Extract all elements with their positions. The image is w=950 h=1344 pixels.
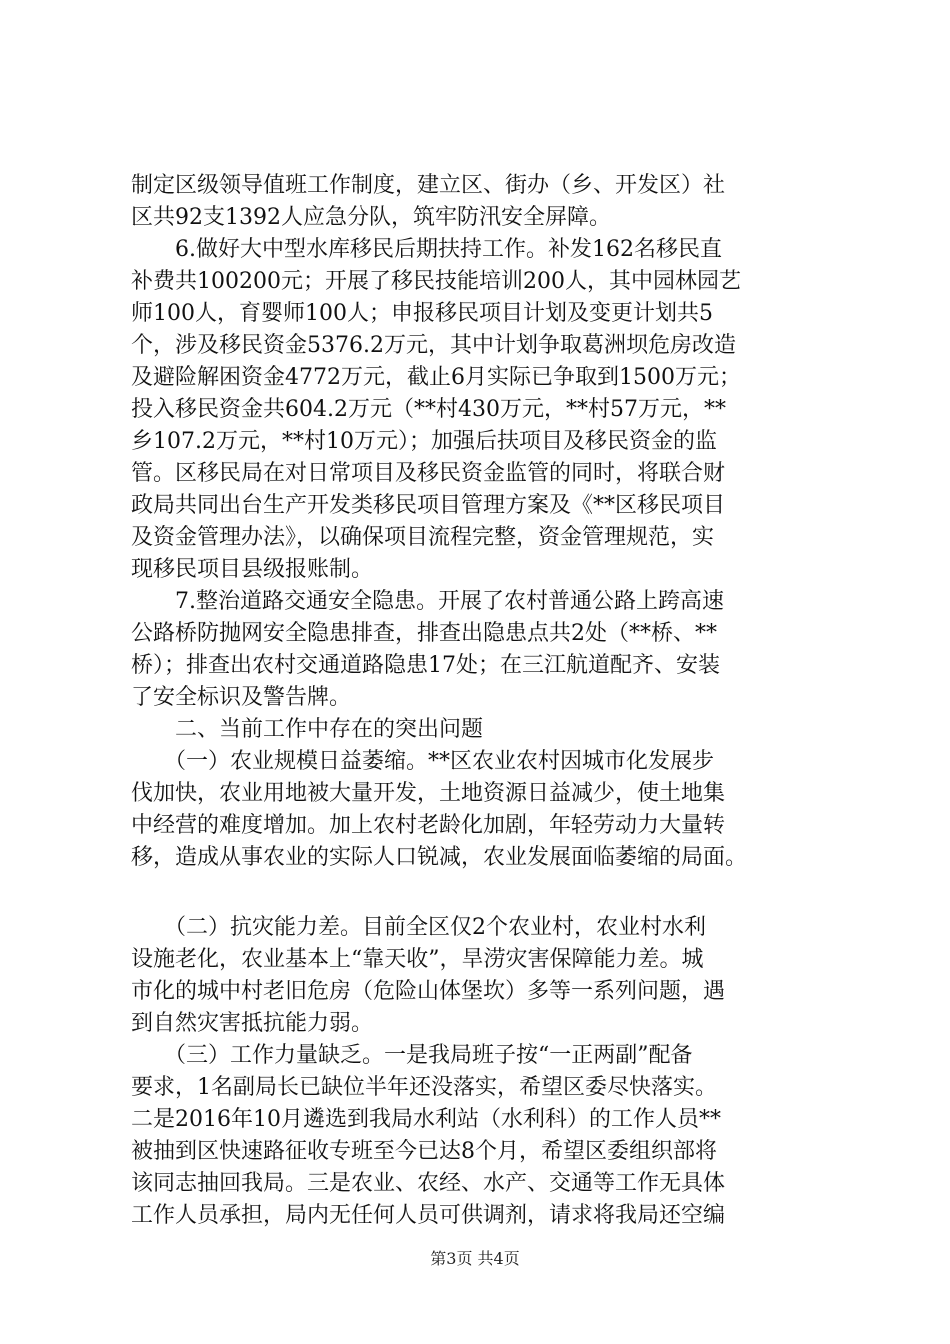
text-line: 被抽到区快速路征收专班至今已达8个月，希望区委组织部将 xyxy=(131,1139,717,1164)
text-line: 补费共100200元；开展了移民技能培训200人，其中园林园艺 xyxy=(131,269,741,294)
text-line: 管。区移民局在对日常项目及移民资金监管的同时，将联合财 xyxy=(131,461,726,486)
text-line: 师100人，育婴师100人；申报移民项目计划及变更计划共5 xyxy=(131,301,713,326)
section-heading: 二、当前工作中存在的突出问题 xyxy=(131,717,484,742)
text-line: 制定区级领导值班工作制度，建立区、街办（乡、开发区）社 xyxy=(131,173,726,198)
text-line: 移，造成从事农业的实际人口锐减，农业发展面临萎缩的局面。 xyxy=(131,845,748,870)
text-line: 区共92支1392人应急分队，筑牢防汛安全屏障。 xyxy=(131,205,611,230)
text-line: 了安全标识及警告牌。 xyxy=(131,685,352,710)
text-line: （二）抗灾能力差。目前全区仅2个农业村，农业村水利 xyxy=(131,915,706,940)
text-line: 要求，1名副局长已缺位半年还没落实，希望区委尽快落实。 xyxy=(131,1075,717,1100)
text-line: （一）农业规模日益萎缩。**区农业农村因城市化发展步 xyxy=(131,749,715,774)
text-line: 市化的城中村老旧危房（危险山体堡坎）多等一系列问题，遇 xyxy=(131,979,726,1004)
document-body xyxy=(131,170,831,1232)
text-line: 伐加快，农业用地被大量开发，土地资源日益减少，使土地集 xyxy=(131,781,726,806)
text-line: 工作人员承担，局内无任何人员可供调剂，请求将我局还空编 xyxy=(131,1203,726,1228)
text-line: 投入移民资金共604.2万元（**村430万元，**村57万元，** xyxy=(131,397,726,422)
text-line: 6.做好大中型水库移民后期扶持工作。补发162名移民直 xyxy=(131,237,722,262)
text-line: 桥）；排查出农村交通道路隐患17处；在三江航道配齐、安装 xyxy=(131,653,720,678)
text-line: 及避险解困资金4772万元，截止6月实际已争取到1500万元； xyxy=(131,365,741,390)
text-line: 乡107.2万元，**村10万元）；加强后扶项目及移民资金的监 xyxy=(131,429,717,454)
text-line: 公路桥防抛网安全隐患排查，排查出隐患点共2处（**桥、** xyxy=(131,621,717,646)
text-line: 现移民项目县级报账制。 xyxy=(131,557,374,582)
text-line: 政局共同出台生产开发类移民项目管理方案及《**区移民项目 xyxy=(131,493,726,518)
text-line: 及资金管理办法》，以确保项目流程完整，资金管理规范，实 xyxy=(131,525,715,550)
text-line: 到自然灾害抵抗能力弱。 xyxy=(131,1011,374,1036)
page-number-footer: 第3页 共4页 xyxy=(430,1249,520,1268)
text-line: 设施老化，农业基本上“靠天收”，旱涝灾害保障能力差。城 xyxy=(131,947,704,972)
text-line: 中经营的难度增加。加上农村老龄化加剧，年轻劳动力大量转 xyxy=(131,813,726,838)
text-line: 7.整治道路交通安全隐患。开展了农村普通公路上跨高速 xyxy=(131,589,724,614)
text-line: 二是2016年10月遴选到我局水利站（水利科）的工作人员** xyxy=(131,1107,721,1132)
paragraph-gap xyxy=(131,874,831,912)
text-line: 个，涉及移民资金5376.2万元，其中计划争取葛洲坝危房改造 xyxy=(131,333,736,358)
text-line: （三）工作力量缺乏。一是我局班子按“一正两副”配备 xyxy=(131,1043,693,1068)
text-line: 该同志抽回我局。三是农业、农经、水产、交通等工作无具体 xyxy=(131,1171,726,1196)
